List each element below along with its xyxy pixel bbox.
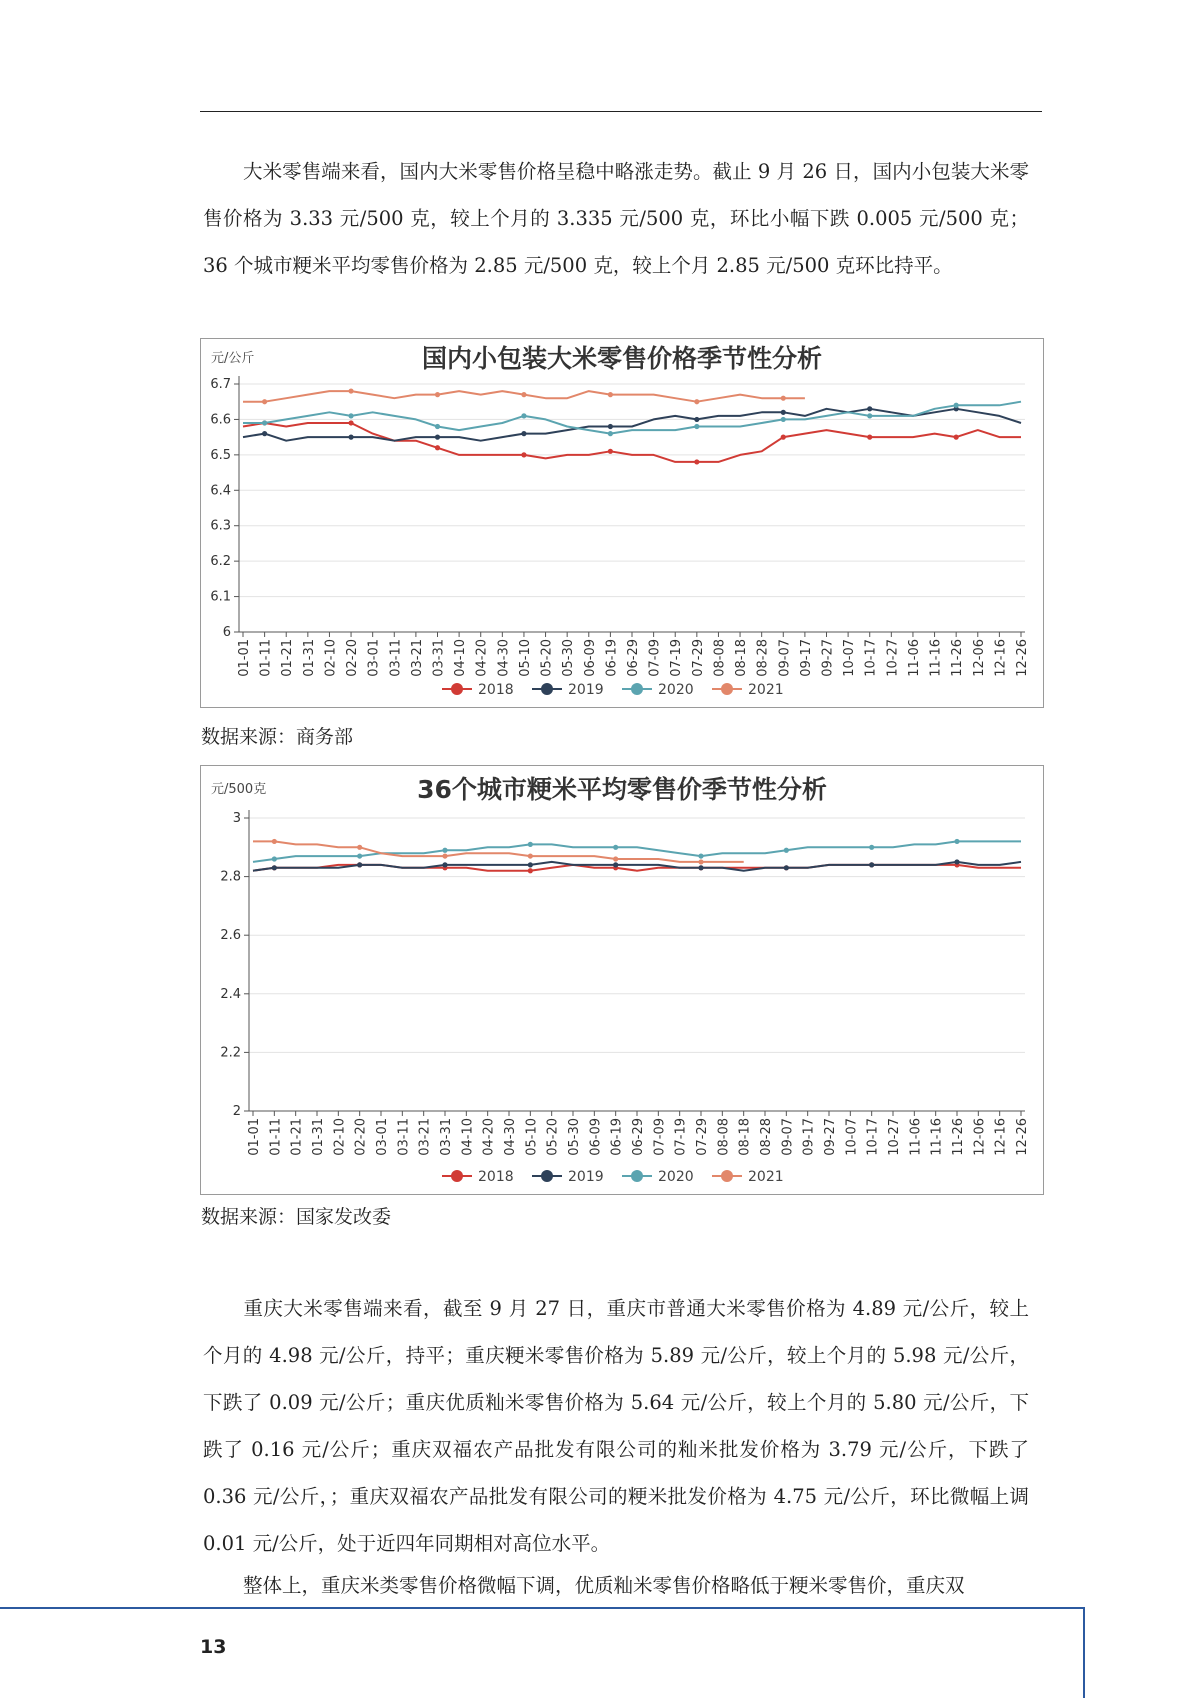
x-tick-label: 10-07 (842, 639, 858, 677)
chart-japonica-rice (201, 766, 1043, 1194)
data-point-2021 (698, 859, 703, 864)
data-point-2019 (613, 862, 618, 867)
data-point-2020 (781, 417, 786, 422)
x-tick-label: 10-17 (863, 639, 879, 677)
y-tick-label: 2.6 (220, 928, 241, 944)
data-point-2018 (781, 435, 786, 440)
legend-swatch-dot-2021 (721, 683, 733, 695)
data-point-2020 (435, 424, 440, 429)
data-point-2020 (869, 845, 874, 850)
data-point-2021 (435, 392, 440, 397)
x-tick-label: 02-20 (345, 639, 361, 677)
x-tick-label: 11-26 (951, 1118, 966, 1156)
data-point-2019 (954, 859, 959, 864)
legend-label-2019: 2019 (568, 1169, 604, 1185)
x-tick-label: 05-20 (545, 1118, 561, 1156)
chart-box-1 (200, 338, 1044, 708)
data-point-2018 (694, 459, 699, 464)
x-tick-label: 06-19 (604, 639, 620, 677)
data-point-2019 (528, 862, 533, 867)
x-tick-label: 07-29 (690, 639, 706, 677)
data-point-2021 (348, 388, 353, 393)
y-tick-label: 6 (222, 625, 231, 640)
x-tick-label: 01-31 (301, 639, 317, 677)
data-point-2018 (954, 435, 959, 440)
x-tick-label: 07-29 (695, 1118, 710, 1156)
x-tick-label: 12-06 (971, 639, 987, 677)
data-point-2019 (262, 431, 267, 436)
x-tick-label: 10-07 (844, 1118, 860, 1156)
x-tick-label: 05-20 (539, 639, 555, 677)
x-tick-label: 10-17 (865, 1118, 881, 1156)
data-point-2019 (608, 424, 613, 429)
x-tick-label: 10-27 (885, 639, 901, 677)
source-caption-2: 数据来源：国家发改委 (201, 1206, 392, 1228)
x-tick-label: 01-11 (268, 1118, 284, 1156)
x-tick-label: 01-21 (289, 1118, 305, 1156)
data-point-2019 (781, 410, 786, 415)
x-tick-label: 08-18 (737, 1118, 753, 1156)
x-tick-label: 03-11 (396, 1118, 412, 1156)
y-tick-label: 6.1 (210, 589, 231, 605)
data-point-2019 (348, 435, 353, 440)
data-point-2020 (694, 424, 699, 429)
x-tick-label: 05-10 (517, 639, 533, 677)
data-point-2019 (272, 865, 277, 870)
x-tick-label: 10-27 (887, 1118, 902, 1156)
x-tick-label: 06-09 (582, 639, 598, 677)
x-tick-label: 12-26 (1015, 639, 1030, 677)
legend-label-2018: 2018 (478, 682, 514, 698)
x-tick-label: 09-07 (777, 639, 793, 677)
x-tick-label: 05-10 (524, 1118, 540, 1156)
data-point-2020 (262, 420, 267, 425)
x-tick-label: 03-31 (431, 639, 447, 677)
data-point-2021 (781, 396, 786, 401)
data-point-2018 (608, 449, 613, 454)
x-tick-label: 06-29 (626, 639, 641, 677)
x-tick-label: 09-17 (798, 639, 814, 677)
x-tick-label: 03-31 (439, 1118, 454, 1156)
legend-label-2020: 2020 (658, 682, 694, 698)
data-point-2018 (348, 420, 353, 425)
legend-swatch-dot-2020 (631, 683, 643, 695)
data-point-2018 (521, 452, 526, 457)
y-tick-label: 2.4 (220, 986, 241, 1002)
data-point-2020 (608, 431, 613, 436)
data-point-2019 (694, 417, 699, 422)
data-point-2020 (954, 403, 959, 408)
y-unit-label: 元/公斤 (211, 351, 255, 366)
x-tick-label: 02-10 (332, 1118, 348, 1156)
x-tick-label: 12-06 (972, 1118, 988, 1156)
data-point-2020 (867, 413, 872, 418)
x-tick-label: 12-16 (993, 1118, 1009, 1156)
x-tick-label: 12-16 (993, 639, 1009, 677)
data-point-2019 (698, 865, 703, 870)
data-point-2020 (528, 842, 533, 847)
x-tick-label: 04-30 (503, 1118, 518, 1156)
chart-box-2 (200, 765, 1044, 1195)
x-tick-label: 01-31 (311, 1118, 326, 1156)
page-number: 13 (200, 1636, 227, 1658)
data-point-2019 (521, 431, 526, 436)
y-tick-label: 2.2 (220, 1045, 241, 1061)
y-tick-label: 6.7 (210, 377, 231, 392)
x-tick-label: 11-26 (950, 639, 966, 677)
data-point-2020 (272, 856, 277, 861)
data-point-2018 (435, 445, 440, 450)
x-tick-label: 06-29 (631, 1118, 646, 1156)
x-tick-label: 08-28 (755, 639, 771, 677)
legend-label-2019: 2019 (568, 682, 604, 698)
data-point-2021 (272, 839, 277, 844)
x-tick-label: 08-28 (759, 1118, 774, 1156)
x-tick-label: 03-21 (409, 639, 425, 677)
x-tick-label: 06-09 (588, 1118, 604, 1156)
x-tick-label: 07-19 (669, 639, 685, 677)
data-point-2021 (521, 392, 526, 397)
data-point-2021 (442, 853, 447, 858)
data-point-2021 (694, 399, 699, 404)
x-tick-label: 07-19 (673, 1118, 689, 1156)
x-tick-label: 01-01 (237, 639, 252, 677)
x-tick-label: 05-30 (567, 1118, 582, 1156)
y-unit-label: 元/500克 (211, 782, 267, 797)
data-point-2019 (435, 435, 440, 440)
y-tick-label: 2 (232, 1104, 241, 1119)
legend-swatch-dot-2019 (541, 1170, 553, 1182)
x-tick-label: 09-27 (820, 639, 836, 677)
data-point-2020 (348, 413, 353, 418)
legend-label-2021: 2021 (748, 1169, 784, 1185)
x-tick-label: 07-09 (647, 639, 663, 677)
legend-label-2018: 2018 (478, 1169, 514, 1185)
y-tick-label: 6.4 (210, 483, 231, 499)
x-tick-label: 08-08 (712, 639, 728, 677)
legend-swatch-dot-2019 (541, 683, 553, 695)
x-tick-label: 04-10 (453, 639, 469, 677)
y-tick-label: 6.3 (210, 518, 231, 534)
x-tick-label: 09-17 (801, 1118, 817, 1156)
x-tick-label: 08-18 (734, 639, 750, 677)
data-point-2019 (867, 406, 872, 411)
data-point-2020 (698, 853, 703, 858)
footer-rule (0, 1607, 1085, 1609)
chart-packaged-rice (201, 339, 1043, 707)
x-tick-label: 07-09 (652, 1118, 668, 1156)
x-tick-label: 12-26 (1015, 1118, 1030, 1156)
x-tick-label: 03-01 (366, 639, 382, 677)
x-tick-label: 11-06 (906, 639, 922, 677)
x-tick-label: 04-10 (460, 1118, 476, 1156)
x-tick-label: 09-27 (823, 1118, 838, 1156)
data-point-2021 (608, 392, 613, 397)
data-point-2019 (869, 862, 874, 867)
x-tick-label: 11-06 (908, 1118, 924, 1156)
paragraph-1: 大米零售端来看，国内大米零售价格呈稳中略涨走势。截止 9 月 26 日，国内小包装大米零售价格为 3.33 元/500 克，较上个月的 3.335 元/500 克，环比小幅下跌 0.005 元/500 克；36 个城市粳米平均零售价格为 2.85 元/500 克，较上个月 2.85 元/500 克环比持平。 (203, 160, 1029, 277)
data-point-2021 (613, 856, 618, 861)
paragraph-2: 重庆大米零售端来看，截至 9 月 27 日，重庆市普通大米零售价格为 4.89 元/公斤，较上个月的 4.98 元/公斤，持平；重庆粳米零售价格为 5.89 元/公斤，较上个月的 5.98 元/公斤，下跌了 0.09 元/公斤；重庆优质籼米零售价格为 5.64 元/公斤，较上个月的 5.80 元/公斤，下跌了 0.16 元/公斤；重庆双福农产品批发有限公司的籼米批发价格为 3.79 元/公斤，下跌了 0.36 元/公斤，；重庆双福农产品批发有限公司的粳米批发价格为 4.75 元/公斤，环比微幅上调 0.01 元/公斤，处于近四年同期相对高位水平。 (203, 1297, 1029, 1555)
data-point-2020 (784, 848, 789, 853)
x-tick-label: 01-21 (280, 639, 296, 677)
x-tick-label: 04-30 (496, 639, 512, 677)
footer-frame (1083, 1607, 1085, 1698)
x-tick-label: 04-20 (481, 1118, 497, 1156)
x-tick-label: 03-21 (417, 1118, 433, 1156)
data-point-2020 (357, 853, 362, 858)
data-point-2021 (357, 845, 362, 850)
x-tick-label: 05-30 (561, 639, 577, 677)
header-rule (200, 111, 1042, 112)
chart-title: 36个城市粳米平均零售价季节性分析 (417, 775, 827, 804)
data-point-2018 (528, 868, 533, 873)
data-point-2020 (613, 845, 618, 850)
x-tick-label: 03-01 (375, 1118, 390, 1156)
data-point-2019 (784, 865, 789, 870)
legend-swatch-dot-2021 (721, 1170, 733, 1182)
data-point-2019 (442, 862, 447, 867)
x-tick-label: 01-11 (258, 639, 274, 677)
x-tick-label: 11-16 (929, 1118, 945, 1156)
x-tick-label: 11-16 (928, 639, 944, 677)
chart-title: 国内小包装大米零售价格季节性分析 (421, 344, 823, 373)
legend-swatch-dot-2018 (451, 683, 463, 695)
data-point-2020 (442, 848, 447, 853)
data-point-2021 (528, 853, 533, 858)
x-tick-label: 06-19 (609, 1118, 625, 1156)
data-point-2018 (867, 435, 872, 440)
x-tick-label: 09-07 (780, 1118, 796, 1156)
x-tick-label: 02-20 (353, 1118, 369, 1156)
data-point-2020 (954, 839, 959, 844)
y-tick-label: 6.5 (210, 447, 231, 463)
legend-swatch-dot-2020 (631, 1170, 643, 1182)
x-tick-label: 01-01 (247, 1118, 262, 1156)
y-tick-label: 2.8 (220, 869, 241, 885)
series-line-2020 (243, 402, 1021, 434)
x-tick-label: 08-08 (716, 1118, 732, 1156)
x-tick-label: 02-10 (323, 639, 339, 677)
data-point-2019 (357, 862, 362, 867)
legend-label-2020: 2020 (658, 1169, 694, 1185)
x-tick-label: 04-20 (474, 639, 490, 677)
source-caption-1: 数据来源：商务部 (201, 726, 354, 748)
x-tick-label: 03-11 (388, 639, 404, 677)
legend-label-2021: 2021 (748, 682, 784, 698)
paragraph-3: 整体上，重庆米类零售价格微幅下调，优质籼米零售价格略低于粳米零售价，重庆双 (243, 1574, 965, 1597)
y-tick-label: 6.2 (210, 554, 231, 570)
series-line-2018 (243, 423, 1021, 462)
data-point-2020 (521, 413, 526, 418)
y-tick-label: 6.6 (210, 412, 231, 428)
y-tick-label: 3 (232, 811, 241, 826)
legend-swatch-dot-2018 (451, 1170, 463, 1182)
series-line-2019 (253, 862, 1021, 871)
data-point-2021 (262, 399, 267, 404)
